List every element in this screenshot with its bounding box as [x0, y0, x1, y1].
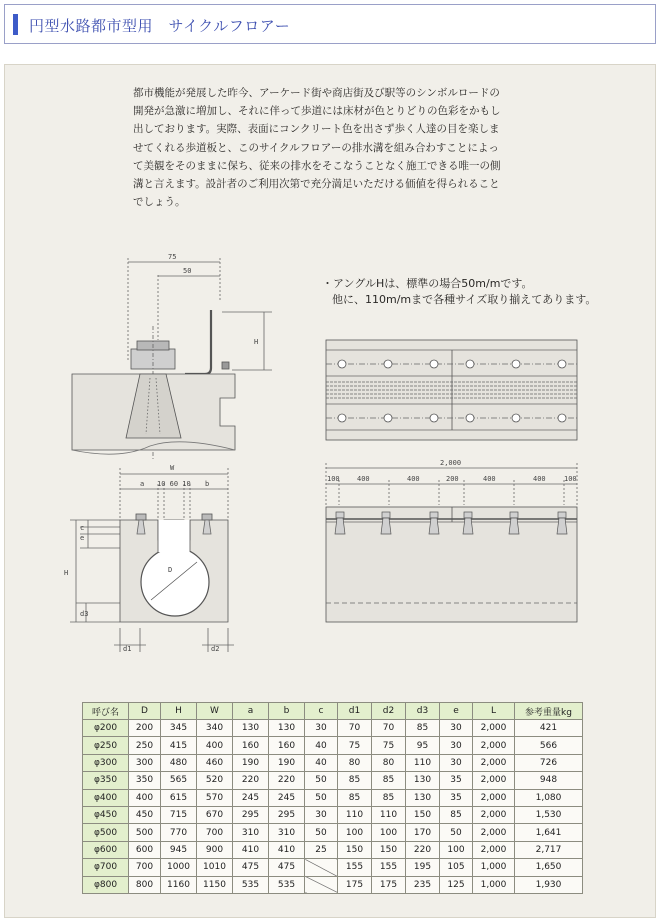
table-cell: [305, 876, 338, 893]
table-cell: 150: [406, 806, 440, 823]
dim-h-label: H: [254, 338, 259, 346]
column-header: b: [269, 703, 305, 720]
table-cell: 1,641: [515, 824, 583, 841]
table-cell: 70: [338, 720, 372, 737]
column-header: d2: [372, 703, 406, 720]
table-cell: 2,000: [473, 806, 515, 823]
table-row: [83, 841, 583, 858]
table-cell: 175: [372, 876, 406, 893]
table-cell: 85: [440, 806, 473, 823]
column-header: D: [129, 703, 161, 720]
table-cell: 410: [269, 841, 305, 858]
dim-a-label: a: [140, 480, 145, 488]
table-cell: 2,000: [473, 824, 515, 841]
column-header: 呼び名: [83, 703, 129, 720]
table-cell: 410: [233, 841, 269, 858]
table-cell: 80: [372, 754, 406, 771]
column-header: d1: [338, 703, 372, 720]
segment-label: 200: [446, 475, 459, 483]
row-name-cell: φ200: [83, 720, 129, 737]
table-cell: 70: [372, 720, 406, 737]
table-cell: 160: [269, 737, 305, 754]
table-cell: 520: [197, 772, 233, 789]
row-name-cell: φ600: [83, 841, 129, 858]
table-cell: 85: [338, 772, 372, 789]
table-cell: 245: [269, 789, 305, 806]
table-cell: 150: [338, 841, 372, 858]
table-cell: 295: [233, 806, 269, 823]
table-cell: 50: [440, 824, 473, 841]
table-cell: 110: [338, 806, 372, 823]
table-cell: 30: [440, 720, 473, 737]
row-name-cell: φ300: [83, 754, 129, 771]
table-cell: 310: [233, 824, 269, 841]
table-cell: 726: [515, 754, 583, 771]
table-cell: 50: [305, 772, 338, 789]
table-cell: 1000: [161, 859, 197, 876]
table-cell: 40: [305, 754, 338, 771]
page-title: 円型水路都市型用 サイクルフロアー: [29, 17, 291, 35]
segment-label: 400: [357, 475, 370, 483]
table-cell: 2,717: [515, 841, 583, 858]
table-cell: 75: [338, 737, 372, 754]
intro-line: 開発が急激に増加し、それに伴って歩道には床材が色とりどりの色彩をかもし: [133, 105, 501, 118]
table-cell: 615: [161, 789, 197, 806]
table-cell: 25: [305, 841, 338, 858]
table-cell: 535: [233, 876, 269, 893]
side-view-drawing: [326, 463, 577, 622]
table-cell: 1,080: [515, 789, 583, 806]
table-cell: 220: [406, 841, 440, 858]
table-cell: 350: [129, 772, 161, 789]
table-cell: 475: [269, 859, 305, 876]
dim-c-label: c: [80, 524, 85, 532]
dim-d-label: D: [168, 566, 173, 574]
table-cell: 80: [338, 754, 372, 771]
table-row: [83, 789, 583, 806]
table-cell: 40: [305, 737, 338, 754]
segment-label: 100: [564, 475, 577, 483]
table-cell: 105: [440, 859, 473, 876]
table-cell: 2,000: [473, 720, 515, 737]
table-row: [83, 737, 583, 754]
angle-note-line-2: 他に、110m/mまで各種サイズ取り揃えてあります。: [332, 293, 597, 306]
table-cell: 400: [129, 789, 161, 806]
row-name-cell: φ400: [83, 789, 129, 806]
table-cell: 30: [440, 737, 473, 754]
table-cell: 100: [440, 841, 473, 858]
column-header: e: [440, 703, 473, 720]
table-cell: 2,000: [473, 772, 515, 789]
column-header: 参考重量kg: [515, 703, 583, 720]
table-cell: 1160: [161, 876, 197, 893]
table-cell: 400: [197, 737, 233, 754]
plan-view-drawing: [326, 340, 577, 440]
table-cell: 1,000: [473, 859, 515, 876]
segment-label: 400: [533, 475, 546, 483]
table-cell: 170: [406, 824, 440, 841]
table-cell: 480: [161, 754, 197, 771]
table-cell: 235: [406, 876, 440, 893]
dim-e-label: e: [80, 534, 85, 542]
table-row: [83, 824, 583, 841]
table-cell: 30: [305, 720, 338, 737]
row-name-cell: φ350: [83, 772, 129, 789]
table-cell: 1010: [197, 859, 233, 876]
table-cell: 475: [233, 859, 269, 876]
table-cell: 421: [515, 720, 583, 737]
dim-d1-label: d1: [123, 645, 132, 653]
dim-b-label: b: [205, 480, 210, 488]
dim-75-label: 75: [168, 253, 177, 261]
row-name-cell: φ250: [83, 737, 129, 754]
table-cell: 110: [406, 754, 440, 771]
table-cell: 415: [161, 737, 197, 754]
table-cell: 155: [338, 859, 372, 876]
row-name-cell: φ500: [83, 824, 129, 841]
table-cell: 670: [197, 806, 233, 823]
intro-line: でしょう。: [133, 196, 186, 209]
table-cell: 110: [372, 806, 406, 823]
spec-table: [82, 702, 583, 894]
table-cell: 150: [372, 841, 406, 858]
table-cell: 2,000: [473, 841, 515, 858]
table-cell: 2,000: [473, 789, 515, 806]
table-cell: 100: [372, 824, 406, 841]
table-cell: 770: [161, 824, 197, 841]
dim-d2-label: d2: [211, 645, 220, 653]
table-cell: 800: [129, 876, 161, 893]
table-cell: 220: [233, 772, 269, 789]
cross-section-drawing: [70, 468, 234, 652]
segment-label: 400: [407, 475, 420, 483]
table-cell: 340: [197, 720, 233, 737]
table-row: [83, 806, 583, 823]
intro-line: 都市機能が発展した昨今、アーケード街や商店街及び駅等のシンボルロードの: [133, 87, 500, 99]
table-row: [83, 772, 583, 789]
table-cell: 945: [161, 841, 197, 858]
table-cell: 50: [305, 789, 338, 806]
table-cell: [305, 859, 338, 876]
table-row: [83, 754, 583, 771]
table-cell: 130: [406, 772, 440, 789]
table-cell: 310: [269, 824, 305, 841]
table-cell: 130: [269, 720, 305, 737]
column-header: W: [197, 703, 233, 720]
column-header: H: [161, 703, 197, 720]
segment-label: 400: [483, 475, 496, 483]
table-cell: 300: [129, 754, 161, 771]
table-cell: 190: [233, 754, 269, 771]
table-cell: 200: [129, 720, 161, 737]
table-cell: 250: [129, 737, 161, 754]
table-cell: 535: [269, 876, 305, 893]
dim-w-label: W: [170, 464, 175, 472]
table-cell: 450: [129, 806, 161, 823]
dim-d3-label: d3: [80, 610, 89, 618]
table-cell: 2,000: [473, 754, 515, 771]
segment-label: 100: [327, 475, 340, 483]
table-cell: 35: [440, 772, 473, 789]
table-cell: 130: [233, 720, 269, 737]
table-cell: 1,650: [515, 859, 583, 876]
column-header: c: [305, 703, 338, 720]
table-cell: 190: [269, 754, 305, 771]
spec-table-body: [83, 720, 583, 894]
table-row: [83, 720, 583, 737]
table-cell: 155: [372, 859, 406, 876]
table-cell: 700: [197, 824, 233, 841]
dim-50-label: 50: [183, 267, 192, 275]
table-cell: 100: [338, 824, 372, 841]
angle-detail-drawing: [72, 258, 272, 460]
table-cell: 160: [233, 737, 269, 754]
table-cell: 345: [161, 720, 197, 737]
table-cell: 2,000: [473, 737, 515, 754]
table-cell: 565: [161, 772, 197, 789]
table-cell: 1,000: [473, 876, 515, 893]
table-cell: 1150: [197, 876, 233, 893]
table-cell: 700: [129, 859, 161, 876]
intro-line: 出しております。実際、表面にコンクリート色を出さず歩く人達の目を楽しま: [133, 123, 500, 136]
table-cell: 85: [338, 789, 372, 806]
dim-h2-label: H: [64, 569, 69, 577]
table-cell: 50: [305, 824, 338, 841]
table-cell: 220: [269, 772, 305, 789]
table-row: [83, 859, 583, 876]
table-cell: 600: [129, 841, 161, 858]
intro-line: せてくれる歩道板と、このサイクルフロアーの排水溝を組み合わすことによっ: [133, 141, 499, 154]
row-name-cell: φ450: [83, 806, 129, 823]
column-header: L: [473, 703, 515, 720]
table-cell: 1,530: [515, 806, 583, 823]
table-cell: 715: [161, 806, 197, 823]
table-row: [83, 876, 583, 893]
table-cell: 295: [269, 806, 305, 823]
table-cell: 85: [372, 772, 406, 789]
column-header: a: [233, 703, 269, 720]
table-cell: 75: [372, 737, 406, 754]
intro-line: 溝と言えます。設計者のご利用次第で充分満足いただける価値を得られること: [133, 178, 500, 191]
table-cell: 900: [197, 841, 233, 858]
table-cell: 30: [440, 754, 473, 771]
table-cell: 1,930: [515, 876, 583, 893]
column-header: d3: [406, 703, 440, 720]
table-cell: 245: [233, 789, 269, 806]
table-cell: 566: [515, 737, 583, 754]
angle-note-line-1: ・アングルHは、標準の場合50m/mです。: [322, 277, 533, 290]
table-cell: 175: [338, 876, 372, 893]
table-cell: 125: [440, 876, 473, 893]
table-cell: 500: [129, 824, 161, 841]
table-cell: 570: [197, 789, 233, 806]
table-cell: 30: [305, 806, 338, 823]
table-cell: 95: [406, 737, 440, 754]
table-cell: 85: [406, 720, 440, 737]
spec-table-header: [83, 703, 583, 720]
dim-total-label: 2,000: [440, 459, 462, 467]
table-cell: 35: [440, 789, 473, 806]
table-cell: 195: [406, 859, 440, 876]
row-name-cell: φ800: [83, 876, 129, 893]
row-name-cell: φ700: [83, 859, 129, 876]
table-cell: 460: [197, 754, 233, 771]
dim-mid-label: 10 60 10: [157, 480, 191, 488]
table-cell: 948: [515, 772, 583, 789]
table-cell: 130: [406, 789, 440, 806]
intro-line: て美観をそのままに保ち、従来の排水をそこなうことなく施工できる唯一の側: [133, 159, 501, 172]
table-cell: 85: [372, 789, 406, 806]
